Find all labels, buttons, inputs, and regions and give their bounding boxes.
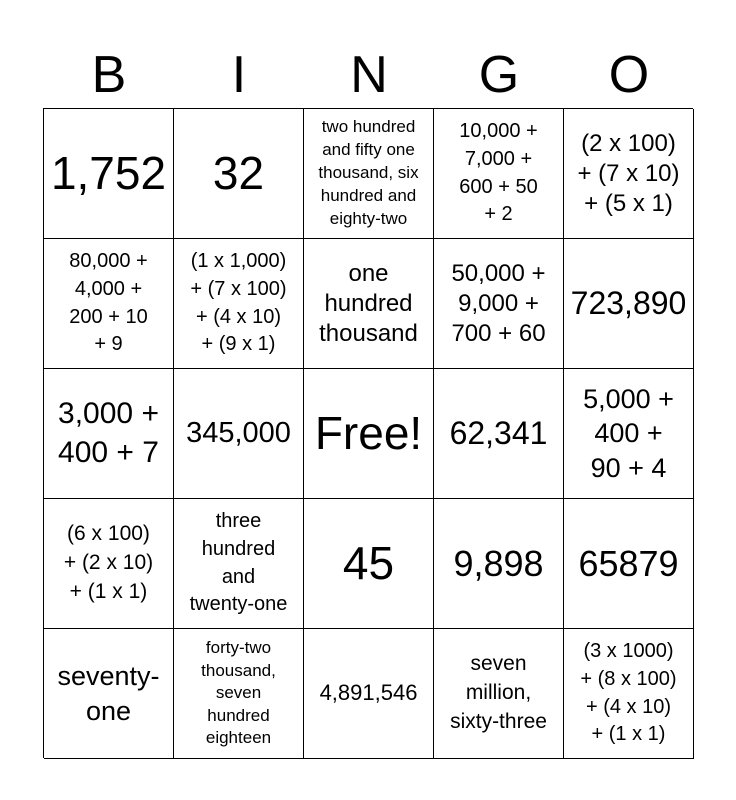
cell-text: (3 x 1000) + (8 x 100) + (4 x 10) + (1 x 1) [580, 640, 677, 746]
bingo-cell-r1c4[interactable] [434, 109, 564, 239]
header-letter-g: G [478, 46, 520, 104]
cell-text: 5,000 + 400 + 90 + 4 [583, 383, 674, 483]
bingo-board [43, 108, 693, 758]
cell-text: 4,891,546 [319, 680, 418, 706]
cell-text: 723,890 [570, 285, 687, 322]
cell-text: (2 x 100) + (7 x 10) + (5 x 1) [577, 129, 680, 217]
bingo-cell-r1c2[interactable] [174, 109, 304, 239]
header-letter-b: B [91, 46, 127, 104]
bingo-cell-r2c3[interactable] [304, 239, 434, 369]
bingo-cell-r5c2[interactable] [174, 629, 304, 759]
header-letter-o: O [608, 46, 650, 104]
cell-text: two hundred and fifty one thousand, six hundred and eighty-two [318, 117, 419, 228]
cell-text: one hundred thousand [319, 259, 418, 347]
bingo-cell-r5c4[interactable] [434, 629, 564, 759]
cell-text: 50,000 + 9,000 + 700 + 60 [451, 259, 546, 347]
cell-text: 45 [342, 537, 395, 590]
bingo-cell-r4c4[interactable] [434, 499, 564, 629]
cell-text: 62,341 [449, 415, 548, 452]
cell-text: 3,000 + 400 + 7 [58, 397, 159, 469]
cell-text: 65879 [578, 542, 679, 584]
cell-text: three hundred and twenty-one [189, 510, 288, 616]
bingo-cell-r5c5[interactable] [564, 629, 694, 759]
cell-text: 9,898 [453, 542, 544, 584]
cell-text: 80,000 + 4,000 + 200 + 10 + 9 [69, 250, 148, 356]
cell-text: 32 [212, 147, 265, 200]
bingo-cell-r3c5[interactable] [564, 369, 694, 499]
cell-text: (6 x 100) + (2 x 10) + (1 x 1) [63, 522, 154, 603]
cell-text: 10,000 + 7,000 + 600 + 50 + 2 [459, 120, 538, 226]
bingo-cell-r2c5[interactable] [564, 239, 694, 369]
bingo-cell-r4c2[interactable] [174, 499, 304, 629]
bingo-cell-r4c3[interactable] [304, 499, 434, 629]
bingo-cell-r1c1[interactable] [44, 109, 174, 239]
cell-text: Free! [314, 407, 423, 460]
bingo-cell-r5c3[interactable] [304, 629, 434, 759]
cell-text: 345,000 [186, 416, 291, 449]
bingo-cell-r5c1[interactable] [44, 629, 174, 759]
bingo-cell-r3c4[interactable] [434, 369, 564, 499]
bingo-cell-r2c2[interactable] [174, 239, 304, 369]
cell-text: seven million, sixty-three [450, 652, 547, 733]
bingo-cell-r3c1[interactable] [44, 369, 174, 499]
bingo-cell-r4c5[interactable] [564, 499, 694, 629]
header-letter-i: I [231, 46, 247, 104]
bingo-header [44, 40, 694, 110]
bingo-cell-r1c5[interactable] [564, 109, 694, 239]
cell-text: seventy- one [57, 660, 160, 726]
bingo-cell-r3c2[interactable] [174, 369, 304, 499]
cell-text: 1,752 [50, 147, 167, 200]
bingo-cell-r3c3[interactable] [304, 369, 434, 499]
bingo-cell-r2c1[interactable] [44, 239, 174, 369]
cell-text: (1 x 1,000) + (7 x 100) + (4 x 10) + (9 x 1) [190, 250, 287, 356]
bingo-cell-r2c4[interactable] [434, 239, 564, 369]
header-letter-n: N [350, 46, 388, 104]
bingo-cell-r4c1[interactable] [44, 499, 174, 629]
bingo-cell-r1c3[interactable] [304, 109, 434, 239]
cell-text: forty-two thousand, seven hundred eighteen [201, 637, 276, 748]
